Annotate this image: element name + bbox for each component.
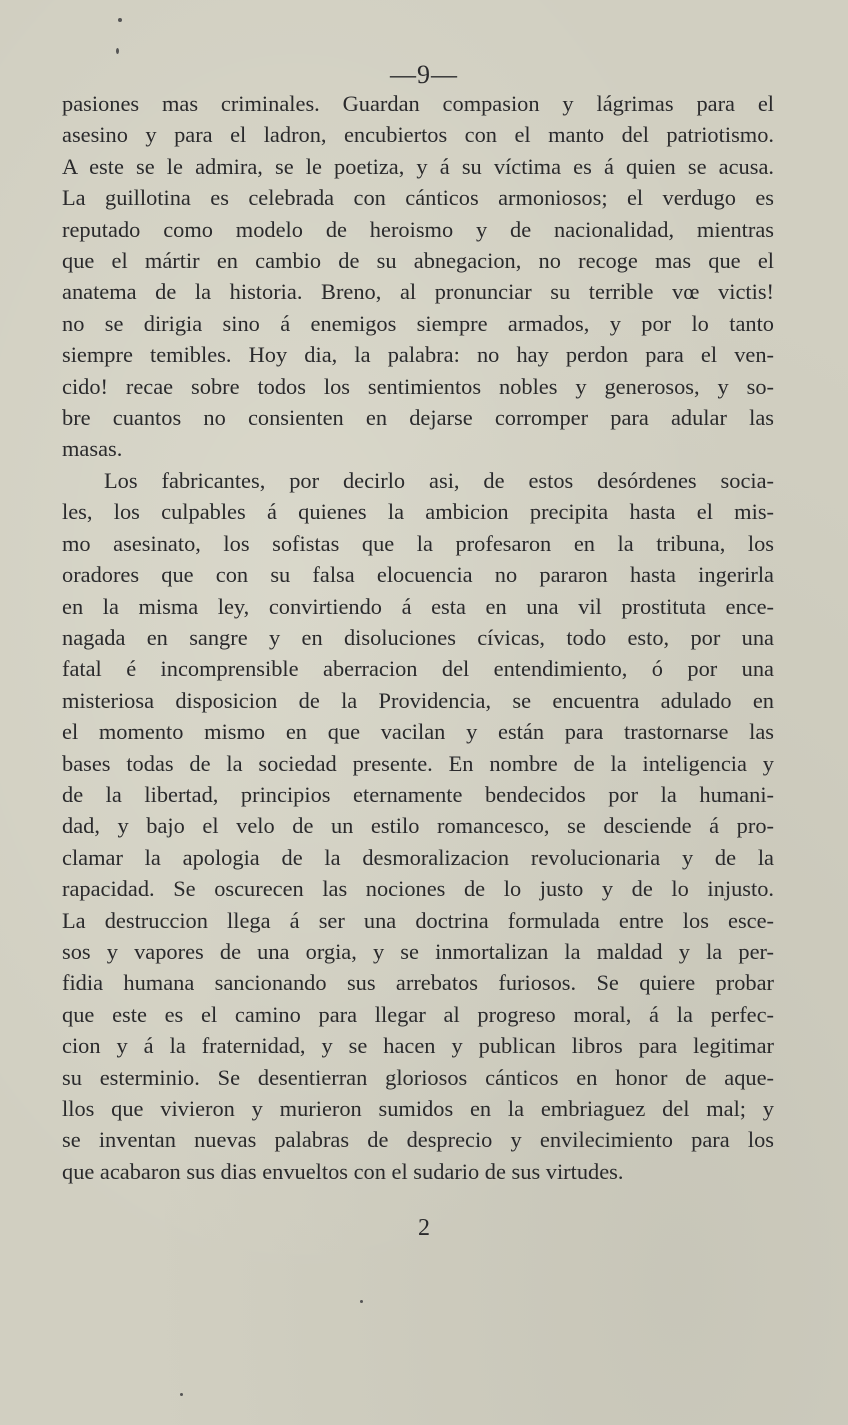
text-line: en la misma ley, convirtiendo á esta en una vil prostituta ence- — [62, 593, 774, 619]
body-text — [62, 88, 774, 1187]
text-line: siempre temibles. Hoy dia, la palabra: no hay perdon para el ven- — [62, 342, 774, 368]
text-line: pasiones mas criminales. Guardan compasion y lágrimas para el — [62, 91, 774, 116]
text-line: dad, y bajo el velo de un estilo romancesco, se desciende á pro- — [62, 813, 774, 839]
paper-speck — [116, 48, 119, 54]
paper-speck — [118, 18, 122, 22]
text-line: anatema de la historia. Breno, al pronunciar su terrible vœ victis! — [62, 279, 774, 305]
paragraph-2 — [62, 465, 774, 1187]
text-line: Los fabricantes, por decirlo asi, de estos desórdenes socia- — [104, 467, 774, 493]
text-line: bases todas de la sociedad presente. En nombre de la inteligencia y — [62, 750, 774, 776]
text-line: clamar la apologia de la desmoralizacion revolucionaria y de la — [62, 844, 774, 870]
text-line: cido! recae sobre todos los sentimientos nobles y generosos, y so- — [62, 373, 774, 399]
text-line: La guillotina es celebrada con cánticos armoniosos; el verdugo es — [62, 185, 774, 211]
text-line: bre cuantos no consienten en dejarse corromper para adular las — [62, 405, 774, 431]
text-line: el momento mismo en que vacilan y están para trastornarse las — [62, 719, 774, 745]
text-line: reputado como modelo de heroismo y de nacionalidad, mientras — [62, 216, 774, 242]
text-line: fatal é incomprensible aberracion del entendimiento, ó por una — [62, 656, 774, 682]
text-line: su esterminio. Se desentierran gloriosos cánticos en honor de aque- — [62, 1064, 774, 1090]
paragraph-1 — [62, 88, 774, 465]
text-line: mo asesinato, los sofistas que la profesaron en la tribuna, los — [62, 530, 774, 556]
text-line: rapacidad. Se oscurecen las nociones de lo justo y de lo injusto. — [62, 876, 774, 902]
text-line: asesino y para el ladron, encubiertos con el manto del patriotismo. — [62, 122, 774, 148]
text-line: misteriosa disposicion de la Providencia, se encuentra adulado en — [62, 687, 774, 713]
text-line: sos y vapores de una orgia, y se inmortalizan la maldad y la per- — [62, 938, 774, 964]
text-line: llos que vivieron y murieron sumidos en la embriaguez del mal; y — [62, 1096, 774, 1121]
text-line: oradores que con su falsa elocuencia no pararon hasta ingerirla — [62, 562, 774, 588]
paper-speck — [360, 1300, 363, 1303]
text-line: que este es el camino para llegar al progreso moral, á la perfec- — [62, 1001, 774, 1027]
text-line: La destruccion llega á ser una doctrina formulada entre los esce- — [62, 907, 774, 933]
text-line: les, los culpables á quienes la ambicion precipita hasta el mis- — [62, 499, 774, 525]
text-line: que el mártir en cambio de su abnegacion, no recoge mas que el — [62, 248, 774, 274]
text-line: A este se le admira, se le poetiza, y á su víctima es á quien se acusa. — [62, 153, 774, 179]
text-line: cion y á la fraternidad, y se hacen y publican libros para legitimar — [62, 1033, 774, 1059]
page-number: —9— — [390, 60, 458, 89]
text-line: se inventan nuevas palabras de desprecio y envilecimiento para los — [62, 1127, 774, 1153]
text-line: no se dirigia sino á enemigos siempre armados, y por lo tanto — [62, 310, 774, 336]
text-line: de la libertad, principios eternamente bendecidos por la humani- — [62, 781, 774, 807]
text-line: fidia humana sancionando sus arrebatos furiosos. Se quiere probar — [62, 970, 774, 996]
text-line: que acabaron sus dias envueltos con el sudario de sus virtudes. — [62, 1158, 624, 1184]
paper-speck — [180, 1393, 183, 1396]
signature-mark: 2 — [418, 1215, 430, 1241]
text-line: nagada en sangre y en disoluciones cívicas, todo esto, por una — [62, 624, 774, 650]
text-line: masas. — [62, 436, 123, 462]
